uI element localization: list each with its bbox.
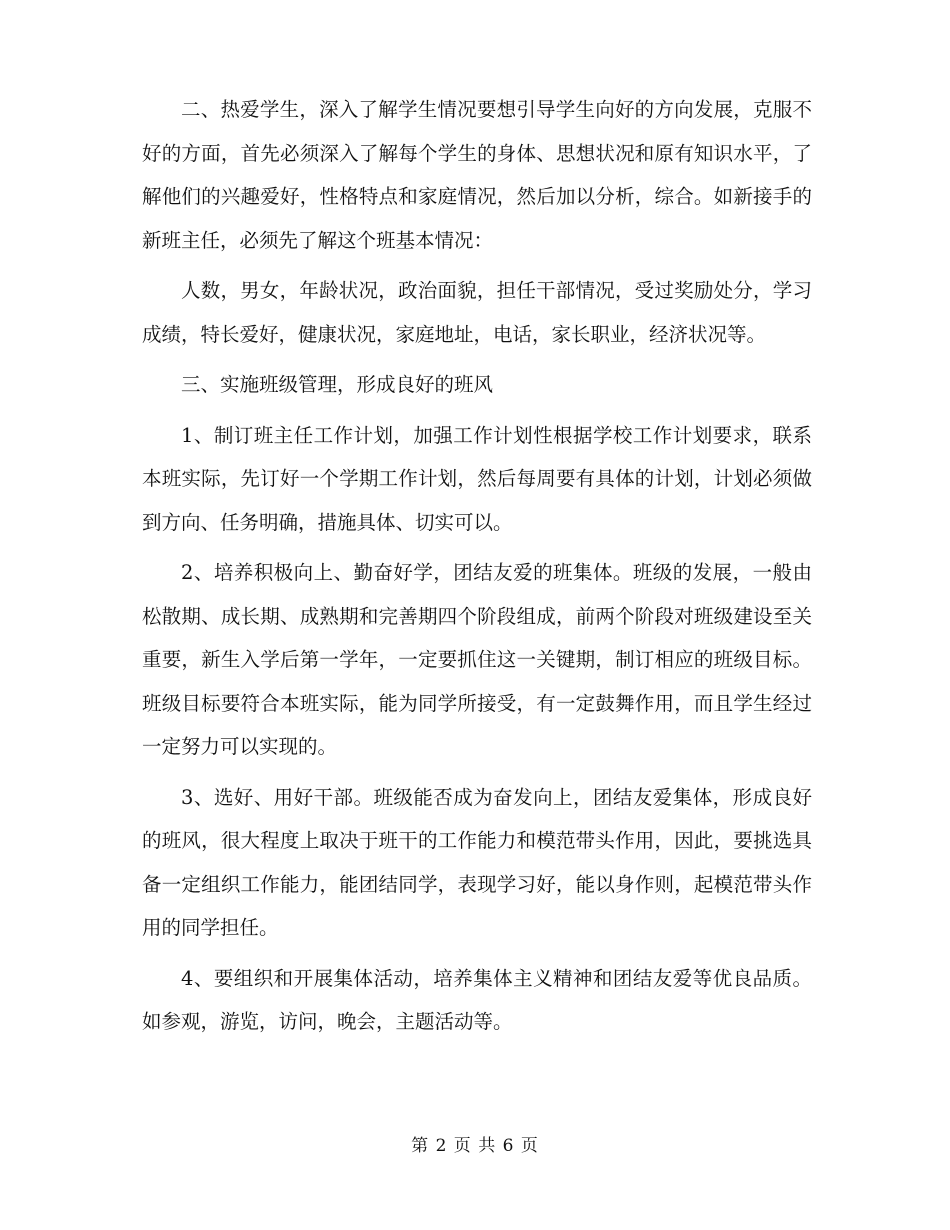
paragraph-class-info-list: 人数，男女，年龄状况，政治面貌，担任干部情况，受过奖励处分，学习成绩，特长爱好，健康状况，家庭地址，电话，家长职业，经济状况等。 <box>142 279 812 346</box>
page-number-footer: 第 2 页 共 6 页 <box>411 1136 539 1156</box>
paragraph-work-plan: 1、制订班主任工作计划，加强工作计划性根据学校工作计划要求，联系本班实际，先订好一个学期工作计划，然后每周要有具体的计划，计划必须做到方向、任务明确，措施具体、切实可以。 <box>142 423 812 534</box>
paragraph-love-students: 二、热爱学生，深入了解学生情况要想引导学生向好的方向发展，克服不好的方面，首先必须深入了解每个学生的身体、思想状况和原有知识水平，了解他们的兴趣爱好，性格特点和家庭情况，然后加以分析，综合。如新接手的新班主任，必须先了解这个班基本情况： <box>142 98 812 252</box>
paragraph-class-collective: 2、培养积极向上、勤奋好学，团结友爱的班集体。班级的发展，一般由松散期、成长期、成熟期和完善期四个阶段组成，前两个阶段对班级建设至关重要，新生入学后第一学年，一定要抓住这一关键期，制订相应的班级目标。班级目标要符合本班实际，能为同学所接受，有一定鼓舞作用，而且学生经过一定努力可以实现的。 <box>142 561 812 758</box>
paragraph-collective-activities: 4、要组织和开展集体活动，培养集体主义精神和团结友爱等优良品质。如参观，游览，访问，晚会，主题活动等。 <box>142 966 812 1033</box>
section-heading-class-management: 三、实施班级管理，形成良好的班风 <box>181 373 494 396</box>
document-body <box>142 88 812 1044</box>
paragraph-class-cadres: 3、选好、用好干部。班级能否成为奋发向上，团结友爱集体，形成良好的班风，很大程度上取决于班干的工作能力和模范带头作用，因此，要挑选具备一定组织工作能力，能团结同学，表现学习好，能以身作则，起模范带头作用的同学担任。 <box>142 785 812 939</box>
